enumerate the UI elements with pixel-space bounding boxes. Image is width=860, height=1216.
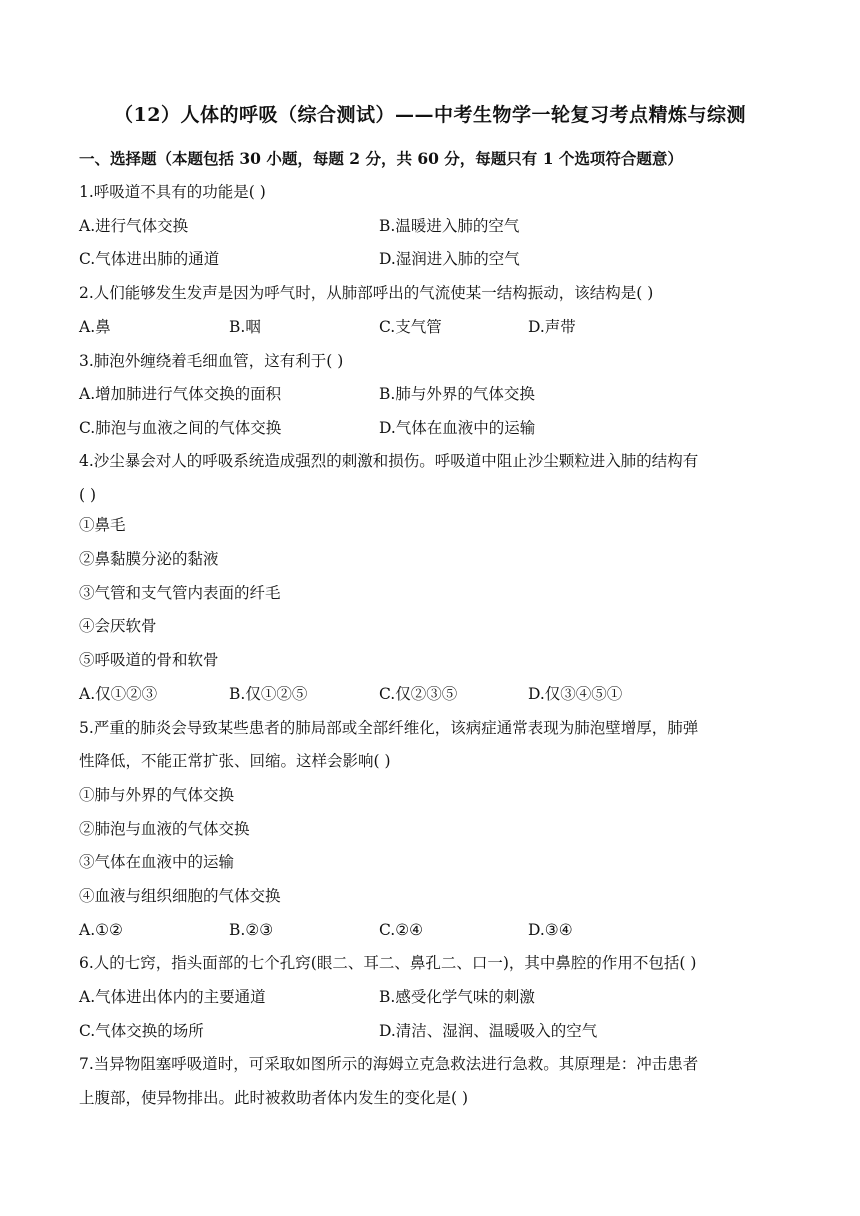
question-5-item-4: ④血液与组织细胞的气体交换 xyxy=(79,887,281,905)
question-2-option-c: C.支气管 xyxy=(379,318,442,336)
section-heading: 一、选择题（本题包括 30 小题，每题 2 分，共 60 分，每题只有 1 个选项符合题意） xyxy=(79,149,683,168)
question-5-item-1: ①肺与外界的气体交换 xyxy=(79,786,235,804)
question-4-item-2: ②鼻黏膜分泌的黏液 xyxy=(79,550,219,568)
question-4-item-1: ①鼻毛 xyxy=(79,516,126,534)
question-3-option-b: B.肺与外界的气体交换 xyxy=(379,385,535,403)
question-2-stem: 2.人们能够发生发声是因为呼气时，从肺部呼出的气流使某一结构振动，该结构是( ) xyxy=(79,284,654,302)
question-5-option-c: C.②④ xyxy=(379,921,424,939)
question-5-item-3: ③气体在血液中的运输 xyxy=(79,853,235,871)
question-1-option-a: A.进行气体交换 xyxy=(79,217,189,235)
question-4-stem-line-1: 4.沙尘暴会对人的呼吸系统造成强烈的刺激和损伤。呼吸道中阻止沙尘颗粒进入肺的结构有 xyxy=(79,452,699,470)
question-2-option-b: B.咽 xyxy=(229,318,261,336)
question-5-option-a: A.①② xyxy=(79,921,123,939)
question-3-option-a: A.增加肺进行气体交换的面积 xyxy=(79,385,282,403)
question-4-option-b: B.仅①②⑤ xyxy=(229,685,308,703)
question-4-stem-line-2: ( ) xyxy=(79,486,97,504)
question-4-option-c: C.仅②③⑤ xyxy=(379,685,458,703)
question-2-option-a: A.鼻 xyxy=(79,318,111,336)
question-5-option-d: D.③④ xyxy=(528,921,573,939)
question-4-item-5: ⑤呼吸道的骨和软骨 xyxy=(79,651,219,669)
question-4-item-4: ④会厌软骨 xyxy=(79,617,157,635)
question-7-stem-line-1: 7.当异物阻塞呼吸道时，可采取如图所示的海姆立克急救法进行急救。其原理是：冲击患者 xyxy=(79,1055,699,1073)
question-3-option-c: C.肺泡与血液之间的气体交换 xyxy=(79,419,282,437)
question-6-option-b: B.感受化学气味的刺激 xyxy=(379,988,535,1006)
question-1-stem: 1.呼吸道不具有的功能是( ) xyxy=(79,183,266,201)
question-6-stem: 6.人的七窍，指头面部的七个孔窍(眼二、耳二、鼻孔二、口一)，其中鼻腔的作用不包括( ) xyxy=(79,954,697,972)
question-5-item-2: ②肺泡与血液的气体交换 xyxy=(79,820,250,838)
question-6-option-c: C.气体交换的场所 xyxy=(79,1022,204,1040)
question-1-option-d: D.湿润进入肺的空气 xyxy=(379,250,520,268)
question-1-option-c: C.气体进出肺的通道 xyxy=(79,250,220,268)
question-6-option-d: D.清洁、湿润、温暖吸入的空气 xyxy=(379,1022,598,1040)
question-3-option-d: D.气体在血液中的运输 xyxy=(379,419,536,437)
page-title: （12）人体的呼吸（综合测试）——中考生物学一轮复习考点精炼与综测 xyxy=(114,104,746,126)
question-2-option-d: D.声带 xyxy=(528,318,576,336)
question-5-stem-line-1: 5.严重的肺炎会导致某些患者的肺局部或全部纤维化，该病症通常表现为肺泡壁增厚，肺弹 xyxy=(79,719,699,737)
question-5-stem-line-2: 性降低，不能正常扩张、回缩。这样会影响( ) xyxy=(79,752,391,770)
question-6-option-a: A.气体进出体内的主要通道 xyxy=(79,988,266,1006)
question-4-item-3: ③气管和支气管内表面的纤毛 xyxy=(79,584,281,602)
question-5-option-b: B.②③ xyxy=(229,921,274,939)
question-4-option-a: A.仅①②③ xyxy=(79,685,158,703)
question-1-option-b: B.温暖进入肺的空气 xyxy=(379,217,520,235)
question-7-stem-line-2: 上腹部，使异物排出。此时被救助者体内发生的变化是( ) xyxy=(79,1089,469,1107)
question-4-option-d: D.仅③④⑤① xyxy=(528,685,623,703)
question-3-stem: 3.肺泡外缠绕着毛细血管，这有利于( ) xyxy=(79,352,344,370)
